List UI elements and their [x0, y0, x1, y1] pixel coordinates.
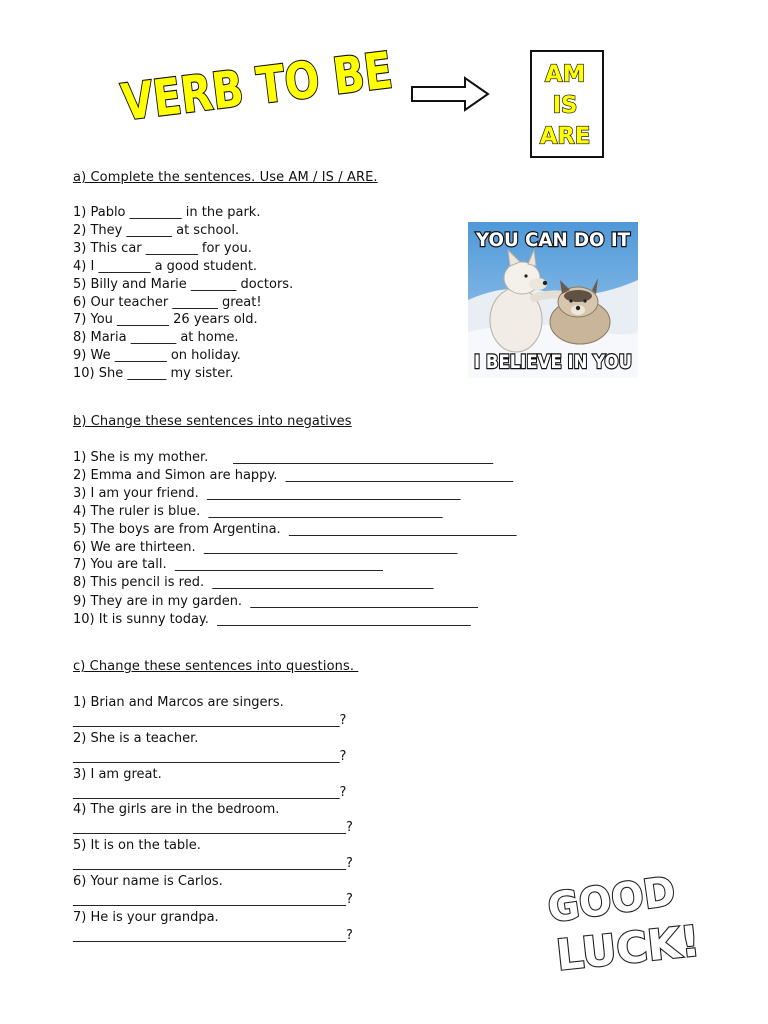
verb-form-are: ARE	[539, 123, 591, 150]
good-luck-graphic	[540, 867, 708, 980]
section-c-prompt: 1) Brian and Marcos are singers.	[73, 695, 284, 710]
section-a-item: 5) Billy and Marie _______ doctors.	[73, 277, 294, 292]
section-c-answer-line: __________________________________________?	[73, 856, 353, 871]
section-a-item: 6) Our teacher _______ great!	[73, 295, 262, 310]
section-c-prompt: 7) He is your grandpa.	[73, 910, 219, 925]
worksheet-title	[118, 33, 457, 140]
section-c-answer-line: _________________________________________?	[73, 713, 347, 728]
section-c-answer-line: _________________________________________?	[73, 785, 347, 800]
arrow-right-icon	[410, 76, 490, 112]
section-c-prompt: 6) Your name is Carlos.	[73, 874, 223, 889]
section-a-item: 9) We ________ on holiday.	[73, 348, 241, 363]
section-b-item: 4) The ruler is blue. ____________________________________	[73, 504, 443, 519]
section-c-answer-line: __________________________________________?	[73, 820, 353, 835]
section-a-item: 10) She ______ my sister.	[73, 366, 234, 381]
section-c-answer-line: __________________________________________?	[73, 892, 353, 907]
section-a-item: 1) Pablo ________ in the park.	[73, 205, 261, 220]
section-a-item: 7) You ________ 26 years old.	[73, 312, 258, 327]
section-a-heading: a) Complete the sentences. Use AM / IS / ARE.	[73, 170, 378, 185]
good-luck-bottom-text: LUCK!	[553, 916, 701, 980]
verb-form-is: IS	[552, 92, 578, 119]
section-b-item: 8) This pencil is red. __________________________________	[73, 575, 434, 590]
section-b-heading: b) Change these sentences into negatives	[73, 414, 352, 429]
section-a-item: 8) Maria _______ at home.	[73, 330, 239, 345]
section-b-item: 9) They are in my garden. ___________________________________	[73, 594, 478, 609]
photo-top-caption: YOU CAN DO IT	[475, 229, 631, 251]
section-b-item: 7) You are tall. ________________________________	[73, 557, 383, 572]
section-c-answer-line: __________________________________________?	[73, 928, 353, 943]
section-b-item: 1) She is my mother. ________________________________________	[73, 450, 494, 465]
motivational-photo	[468, 222, 638, 378]
section-c-prompt: 5) It is on the table.	[73, 838, 201, 853]
section-c-prompt: 3) I am great.	[73, 767, 162, 782]
section-c-prompt: 4) The girls are in the bedroom.	[73, 802, 280, 817]
verb-form-am: AM	[545, 61, 586, 88]
section-b-item: 10) It is sunny today. _______________________________________	[73, 612, 471, 627]
section-c-answer-line: _________________________________________?	[73, 749, 347, 764]
verb-forms-box	[530, 50, 604, 158]
section-b-item: 3) I am your friend. _______________________________________	[73, 486, 461, 501]
photo-bottom-caption: I BELIEVE IN YOU	[474, 351, 632, 373]
section-b-item: 2) Emma and Simon are happy. ___________________________________	[73, 468, 514, 483]
section-a-item: 3) This car ________ for you.	[73, 241, 252, 256]
section-a-item: 4) I ________ a good student.	[73, 259, 258, 274]
section-b-item: 6) We are thirteen. _______________________________________	[73, 540, 458, 555]
section-c-heading: c) Change these sentences into questions.	[73, 659, 359, 674]
title-text: VERB TO BE	[118, 33, 457, 132]
good-luck-top-text: GOOD	[544, 867, 685, 932]
section-b-item: 5) The boys are from Argentina. ___________________________________	[73, 522, 517, 537]
section-a-item: 2) They _______ at school.	[73, 223, 240, 238]
section-c-prompt: 2) She is a teacher.	[73, 731, 199, 746]
